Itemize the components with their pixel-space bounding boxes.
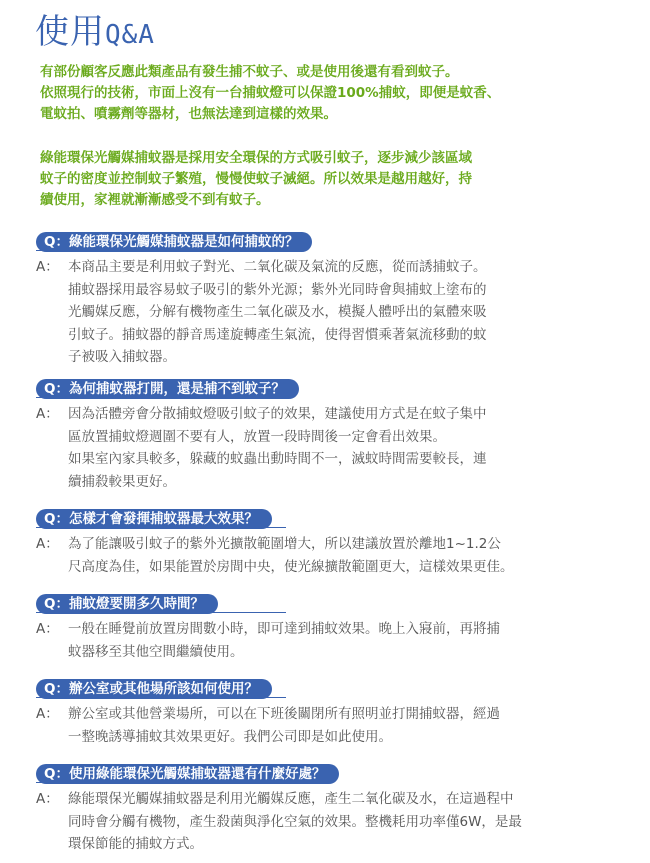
answer-line: 環保節能的捕蚊方式。 <box>68 836 203 852</box>
qa-item <box>36 593 646 663</box>
answer <box>36 403 646 493</box>
question-label: Q：辦公室或其他場所該如何使用？ <box>36 679 272 699</box>
answer-marker: A： <box>36 706 59 722</box>
answer-text <box>68 618 646 663</box>
answer-text <box>68 533 646 578</box>
qa-item <box>36 678 646 748</box>
question-label: Q：為何捕蚊器打開，還是捕不到蚊子？ <box>36 379 299 399</box>
qa-item <box>36 231 646 369</box>
answer-text <box>68 403 646 493</box>
answer-text <box>68 703 646 748</box>
answer-line: 如果室內家具較多，躲藏的蚊蟲出動時間不一，滅蚊時間需要較長，連 <box>68 451 487 467</box>
qa-item <box>36 378 646 493</box>
question-label: Q：使用綠能環保光觸媒捕蚊器還有什麼好處？ <box>36 764 339 784</box>
intro-paragraph-1 <box>40 62 640 125</box>
qa-item <box>36 763 646 856</box>
page-title-suffix: Q&A <box>105 20 155 50</box>
answer-marker: A： <box>36 791 59 807</box>
intro-line: 蚊子的密度並控制蚊子繁殖，慢慢使蚊子滅絕。所以效果是越用越好，持 <box>40 171 472 187</box>
answer-marker: A： <box>36 259 59 275</box>
answer-text <box>68 788 646 856</box>
qa-item <box>36 508 646 578</box>
intro-paragraph-2 <box>40 148 640 211</box>
question-label: Q：怎樣才會發揮捕蚊器最大效果？ <box>36 509 272 529</box>
page-title <box>35 10 155 57</box>
answer <box>36 256 646 369</box>
answer-line: 一整晚誘導捕蚊其效果更好。我們公司即是如此使用。 <box>68 728 392 745</box>
answer-line: 光觸媒反應，分解有機物產生二氧化碳及水，模擬人體呼出的氣體來吸 <box>68 304 487 320</box>
answer-line: 為了能讓吸引蚊子的紫外光擴散範圍增大，所以建議放置於離地1~1.2公 <box>68 536 501 552</box>
intro-line: 續使用，家裡就漸漸感受不到有蚊子。 <box>40 192 270 208</box>
question-label: Q：綠能環保光觸媒捕蚊器是如何捕蚊的？ <box>36 232 312 252</box>
question-label: Q：捕蚊燈要開多久時間？ <box>36 594 218 614</box>
answer-line: 本商品主要是利用蚊子對光、二氧化碳及氣流的反應，從而誘捕蚊子。 <box>68 259 487 275</box>
answer-line: 綠能環保光觸媒捕蚊器是利用光觸媒反應，產生二氧化碳及水，在這過程中 <box>68 791 514 807</box>
answer-line: 尺高度為佳，如果能置於房間中央，使光線擴散範圍更大，這樣效果更佳。 <box>68 558 514 575</box>
page-title-main: 使用 <box>35 12 105 52</box>
intro-line: 綠能環保光觸媒捕蚊器是採用安全環保的方式吸引蚊子，逐步減少該區域 <box>40 150 472 166</box>
answer-line: 續捕殺較果更好。 <box>68 473 176 490</box>
answer-line: 一般在睡覺前放置房間數小時，即可達到捕蚊效果。晚上入寢前，再將捕 <box>68 621 500 637</box>
answer-line: 同時會分觸有機物，產生殺菌與淨化空氣的效果。整機耗用功率僅6W，是最 <box>68 813 522 830</box>
answer <box>36 703 646 748</box>
answer-marker: A： <box>36 406 59 422</box>
answer <box>36 618 646 663</box>
answer <box>36 533 646 578</box>
answer-line: 區放置捕蚊燈週圍不要有人，放置一段時間後一定會看出效果。 <box>68 428 446 445</box>
answer-line: 蚊器移至其他空間繼續使用。 <box>68 643 244 660</box>
answer-line: 因為活體旁會分散捕蚊燈吸引蚊子的效果，建議使用方式是在蚊子集中 <box>68 406 487 422</box>
answer-text <box>68 256 646 369</box>
intro-line: 電蚊拍、噴霧劑等器材，也無法達到這樣的效果。 <box>40 106 337 122</box>
answer-line: 子被吸入捕蚊器。 <box>68 349 176 365</box>
answer-marker: A： <box>36 536 59 552</box>
answer <box>36 788 646 856</box>
answer-marker: A： <box>36 621 59 637</box>
intro-line: 依照現行的技術，市面上沒有一台捕蚊燈可以保證100%捕蚊，即便是蚊香、 <box>40 85 501 101</box>
intro-line: 有部份顧客反應此類產品有發生捕不蚊子、或是使用後還有看到蚊子。 <box>40 64 459 80</box>
answer-line: 引蚊子。捕蚊器的靜音馬達旋轉產生氣流，使得習慣乘著氣流移動的蚊 <box>68 326 487 343</box>
answer-line: 捕蚊器採用最容易蚊子吸引的紫外光源；紫外光同時會與捕蚊上塗布的 <box>68 281 487 298</box>
answer-line: 辦公室或其他營業場所，可以在下班後關閉所有照明並打開捕蚊器，經過 <box>68 706 500 722</box>
